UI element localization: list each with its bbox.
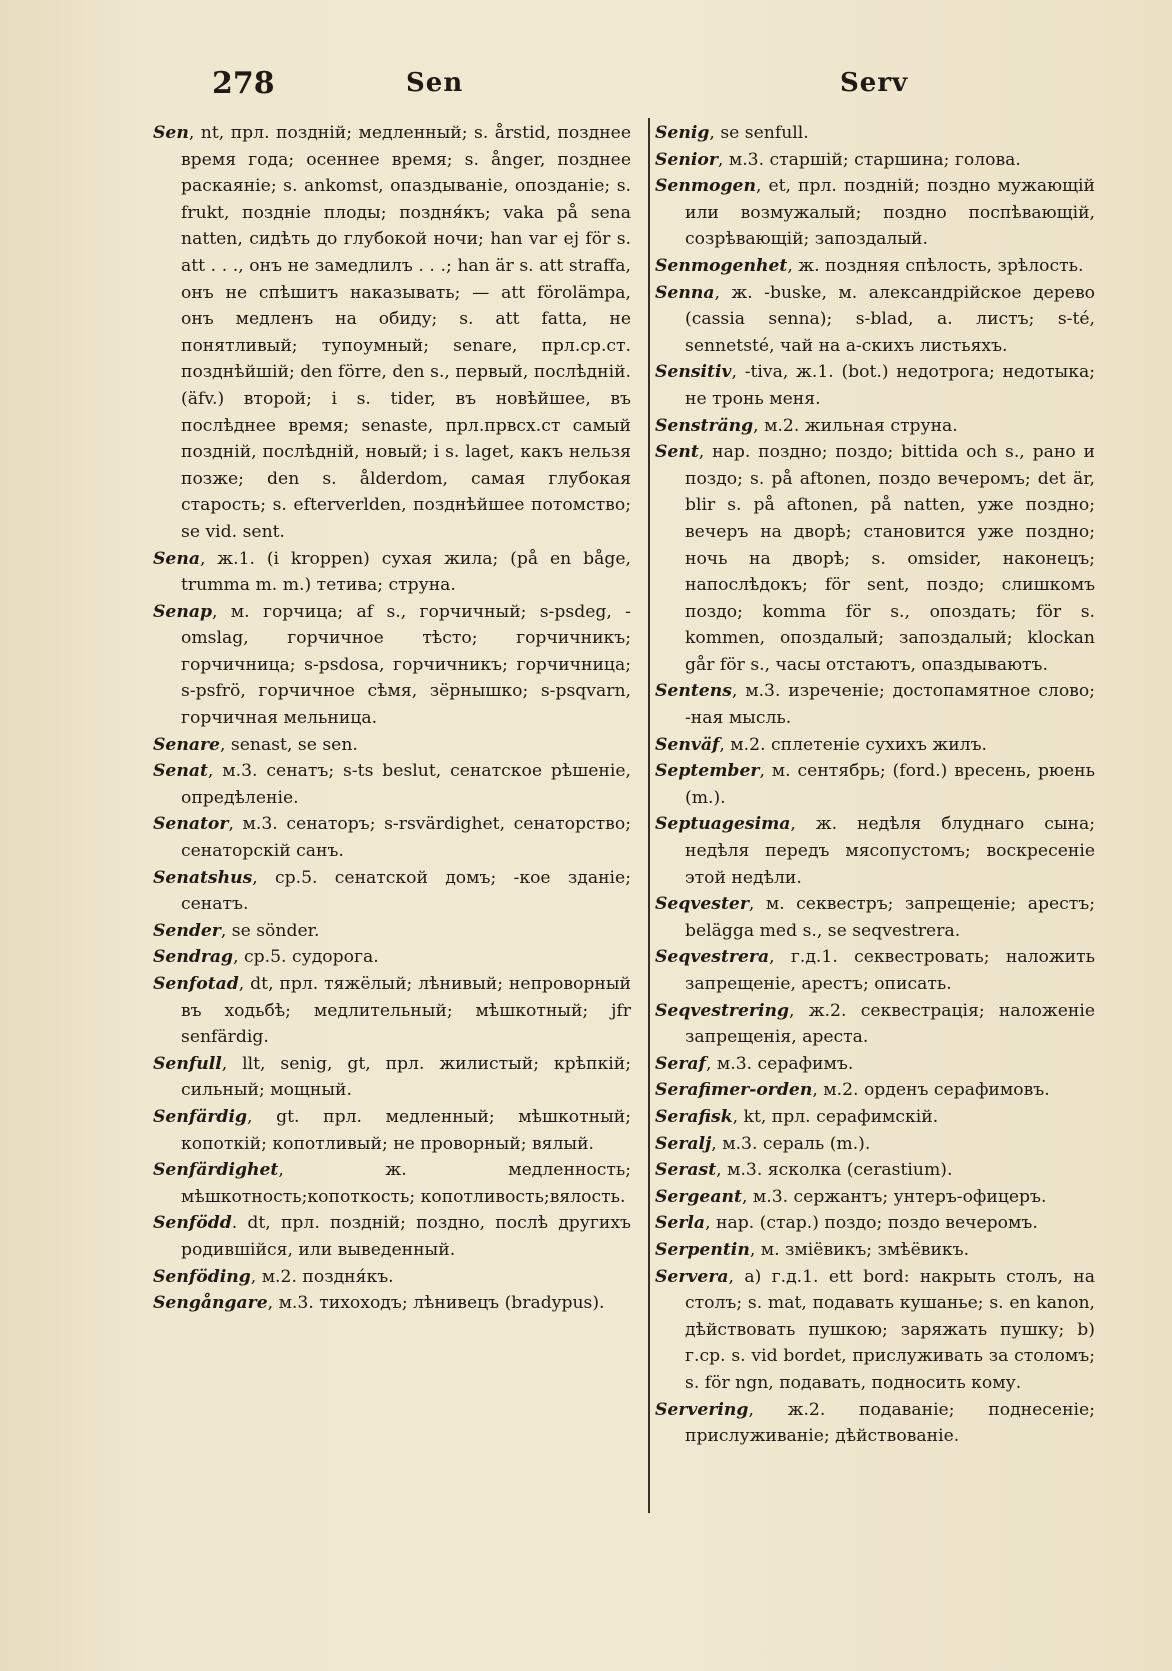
entry-definition: , dt, прл. тяжёлый; лѣнивый; непроворный въ ходьбѣ; медлительный; мѣшкотный; jfr senfärdig. <box>181 974 631 1048</box>
entry-headword: Septuagesima <box>655 814 791 835</box>
dictionary-entry <box>655 758 1095 811</box>
entry-definition: , м. змiёвикъ; змѣёвикъ. <box>749 1239 970 1260</box>
entry-headword: Servering <box>655 1399 749 1420</box>
entry-headword: Senfull <box>153 1053 222 1074</box>
entry-headword: Senföding <box>153 1266 251 1287</box>
entry-headword: Seraf <box>655 1053 706 1074</box>
entry-headword: Serpentin <box>655 1239 750 1260</box>
dictionary-entry <box>655 811 1095 891</box>
dictionary-entry <box>655 732 1095 759</box>
entry-definition: , llt, senig, gt, прл. жилистый; крѣпкій; сильный; мощный. <box>181 1053 631 1101</box>
entry-definition: , ж. медленность; мѣшкотность;копоткость; копотливость;вялость. <box>181 1160 631 1207</box>
entry-definition: , нар. поздно; поздо; bittida och s., рано и поздо; s. på aftonen, поздо вечеромъ; det är, blir s. på aftonen, på natten, уже поздно; вечеръ на дворѣ; становится уже поздно; ночь на дворѣ; s. omsider, наконецъ; напослѣдокъ; för sent, поздо; слишкомъ поздо; komma för s., опоздать; för s. kommen, опоздалый; запоздалый; klockan går för s., часы отстаютъ, опаздываютъ. <box>685 442 1095 675</box>
dictionary-entry <box>153 599 631 732</box>
entry-headword: Sent <box>655 442 699 463</box>
entry-headword: Sen <box>153 123 189 143</box>
dictionary-entry <box>655 280 1095 360</box>
dictionary-entry <box>153 120 631 546</box>
entry-definition: , м.3. сержантъ; унтеръ-офицеръ. <box>741 1186 1047 1207</box>
entry-definition: , нар. (стар.) поздо; поздо вечеромъ. <box>705 1213 1038 1234</box>
dictionary-entry <box>655 359 1095 412</box>
entry-headword: Senap <box>153 601 212 622</box>
entry-definition: , м.2. поздня́къ. <box>250 1266 394 1287</box>
entry-definition: , ж.2. секвестрація; наложеніе запрещенія, ареста. <box>685 1000 1095 1048</box>
entry-definition: , -tiva, ж.1. (bot.) недотрога; недотыка; не тронь меня. <box>685 362 1095 409</box>
entry-headword: Serafisk <box>655 1106 733 1127</box>
entry-headword: Sensitiv <box>655 362 732 383</box>
entry-definition: , м.3. сенаторъ; s-rsvärdighet, сенаторство; сенаторскій санъ. <box>181 814 631 862</box>
entry-headword: Senfödd <box>153 1213 232 1234</box>
entry-headword: Sengångare <box>153 1293 268 1314</box>
entry-definition: , ср.5. сенатской домъ; -кое зданіе; сенатъ. <box>181 867 631 915</box>
entry-definition: , а) г.д.1. ett bord: накрыть столъ, на столъ; s. mat, подавать кушанье; s. en kanon, дѣйствовать пушкою; заряжать пушку; b) г.ср. s. vid bordet, прислуживать за столомъ; s. för ngn, подавать, подносить кому. <box>685 1266 1095 1393</box>
dictionary-entry <box>655 678 1095 731</box>
entry-definition: , ж. -buske, м. александрійское дерево (cassia senna); s-blad, а. листъ; s-té, sennetsté, чай на а-скихъ листьяхъ. <box>685 282 1095 356</box>
entry-headword: Senatshus <box>153 867 253 888</box>
entry-definition: , nt, прл. поздній; медленный; s. årstid, позднее время года; осеннее время; s. ånger, позднее раскаяніе; s. ankomst, опаздываніе, опозданіе; s. frukt, поздніе плоды; поздня́къ; vaka på sena natten, сидѣть до глубокой ночи; han var ej för s. att . . ., онъ не замедлилъ . . .; han är s. att straffa, онъ не спѣшитъ наказывать; — att förolämpa, онъ медленъ на обиду; s. att fatta, не понятливый; тупоумный; senare, прл.ср.ст. позднѣйшій; den förre, den s., первый, послѣдній. (äfv.) второй; i s. tider, въ новѣйшее, въ послѣднее время; senaste, прл.првсх.ст самый поздній, послѣдній, новый; i s. laget, какъ нельзя позже; den s. ålderdom, самая глубокая старость; s. efterverlden, позднѣйшее потомство; se vid. sent. <box>181 123 631 542</box>
dictionary-entry <box>153 1290 631 1317</box>
dictionary-entry <box>153 546 631 599</box>
entry-definition: , м. секвестръ; запрещеніе; арестъ; belägga med s., se seqvestrera. <box>685 894 1095 941</box>
dictionary-entry <box>153 758 631 811</box>
entry-headword: Senfärdighet <box>153 1160 279 1181</box>
entry-definition: , м.2. жильная струна. <box>753 415 958 436</box>
left-column <box>153 120 631 1317</box>
right-guide-word: Serv <box>840 68 909 98</box>
entry-definition: , gt. прл. медленный; мѣшкотный; копоткій; копотливый; не проворный; вялый. <box>181 1106 631 1154</box>
entry-headword: Serafimer-orden <box>655 1080 813 1101</box>
entry-headword: Sensträng <box>655 415 754 436</box>
dictionary-entry <box>153 1264 631 1291</box>
dictionary-entry <box>655 120 1095 147</box>
dictionary-entry <box>655 1131 1095 1158</box>
dictionary-entry <box>655 891 1095 944</box>
dictionary-entry <box>655 1157 1095 1184</box>
dictionary-entry <box>655 253 1095 280</box>
entry-headword: Serast <box>655 1160 717 1181</box>
dictionary-entry <box>655 998 1095 1051</box>
dictionary-entry <box>655 1104 1095 1131</box>
dictionary-entry <box>655 1237 1095 1264</box>
entry-headword: Senig <box>655 123 710 143</box>
entry-definition: , м. горчица; af s., горчичный; s-psdeg, -omslag, горчичное тѣсто; горчичникъ; горчичница; s-psdosa, горчичникъ; горчичница; s-psfrö, горчичное сѣмя, зёрнышко; s-psqvarn, горчичная мельница. <box>181 601 631 729</box>
left-guide-word: Sen <box>406 68 464 98</box>
dictionary-entry <box>655 1051 1095 1078</box>
dictionary-entry <box>655 173 1095 253</box>
entry-definition: , senast, se sen. <box>219 734 358 755</box>
dictionary-entry <box>153 1051 631 1104</box>
entry-definition: , м.2. сплетеніе сухихъ жилъ. <box>719 734 987 755</box>
entry-headword: Seqvestrering <box>655 1000 789 1021</box>
entry-headword: Senmogenhet <box>655 255 788 276</box>
entry-definition: , м.3. серафимъ. <box>705 1053 854 1074</box>
dictionary-entry <box>655 944 1095 997</box>
entry-headword: Seqvester <box>655 894 749 915</box>
entry-definition: , м.2. орденъ серафимовъ. <box>812 1080 1050 1101</box>
entry-headword: Sentens <box>655 681 732 702</box>
entry-headword: Sergeant <box>655 1186 742 1207</box>
entry-definition: , ж. поздняя спѣлость, зрѣлость. <box>787 255 1084 276</box>
page-header <box>0 60 1172 110</box>
entry-headword: Sena <box>153 548 200 569</box>
entry-headword: Senfärdig <box>153 1106 247 1127</box>
dictionary-entry <box>153 811 631 864</box>
dictionary-entry <box>655 413 1095 440</box>
entry-headword: Sendrag <box>153 947 234 968</box>
entry-definition: , м.3. старшій; старшина; голова. <box>717 149 1021 170</box>
dictionary-entry <box>655 1264 1095 1397</box>
right-column <box>655 120 1095 1450</box>
column-divider <box>648 118 650 1513</box>
entry-headword: Senior <box>655 149 718 170</box>
entry-headword: Serla <box>655 1213 706 1234</box>
dictionary-entry <box>655 1397 1095 1450</box>
entry-definition: , г.д.1. секвестровать; наложить запрещеніе, арестъ; описать. <box>685 947 1095 994</box>
entry-headword: Senfotad <box>153 974 239 994</box>
entry-headword: Seqvestrera <box>655 947 770 968</box>
dictionary-entry <box>153 971 631 1051</box>
entry-definition: . dt, прл. поздній; поздно, послѣ другихъ родившійся, или выведенный. <box>181 1213 631 1260</box>
entry-definition: , м.3. изреченіе; достопамятное слово; -ная мысль. <box>685 681 1095 729</box>
entry-headword: Senna <box>655 282 715 303</box>
entry-definition: , ср.5. судорога. <box>233 947 379 968</box>
entry-headword: Senväf <box>655 734 720 755</box>
dictionary-entry <box>655 1210 1095 1237</box>
dictionary-entry <box>153 918 631 945</box>
entry-definition: , se senfull. <box>709 123 809 143</box>
dictionary-entry <box>655 439 1095 678</box>
entry-headword: Servera <box>655 1266 729 1287</box>
entry-definition: , ж.1. (i kroppen) сухая жила; (på en båge, trumma m. m.) тетива; струна. <box>181 548 631 596</box>
entry-definition: , м.3. сераль (m.). <box>711 1133 871 1154</box>
dictionary-entry <box>153 1210 631 1263</box>
entry-headword: Senator <box>153 814 229 835</box>
dictionary-entry <box>655 1184 1095 1211</box>
entry-headword: September <box>655 761 760 782</box>
entry-headword: Senat <box>153 761 208 782</box>
dictionary-entry <box>655 1077 1095 1104</box>
entry-headword: Seralj <box>655 1133 712 1154</box>
entry-headword: Senmogen <box>655 176 756 197</box>
entry-definition: , et, прл. поздній; поздно мужающій или возмужалый; поздно поспѣвающій, созрѣвающій; запоздалый. <box>685 176 1095 250</box>
entry-definition: , м. сентябрь; (ford.) вресень, рюень (m.). <box>685 761 1095 808</box>
entry-definition: , se sönder. <box>220 920 320 941</box>
entry-headword: Senare <box>153 734 220 755</box>
dictionary-entry <box>153 865 631 918</box>
dictionary-entry <box>153 1104 631 1157</box>
page-number: 278 <box>212 66 275 101</box>
dictionary-entry <box>153 944 631 971</box>
entry-definition: , м.3. сенатъ; s-ts beslut, сенатское рѣшеніе, опредѣленіе. <box>181 761 631 808</box>
entry-definition: , kt, прл. серафимскій. <box>732 1106 939 1127</box>
entry-definition: , ж.2. подаваніе; поднесеніе; прислуживаніе; дѣйствованіе. <box>685 1399 1095 1447</box>
entry-headword: Sender <box>153 920 221 941</box>
dictionary-entry <box>153 732 631 759</box>
entry-definition: , ж. недѣля блуднаго сына; недѣля передъ мясопустомъ; воскресеніе этой недѣли. <box>685 814 1095 888</box>
entry-definition: , м.3. ясколка (cerastium). <box>716 1160 953 1181</box>
entry-definition: , м.3. тихоходъ; лѣнивецъ (bradypus). <box>267 1293 605 1314</box>
dictionary-entry <box>153 1157 631 1210</box>
dictionary-entry <box>655 147 1095 174</box>
